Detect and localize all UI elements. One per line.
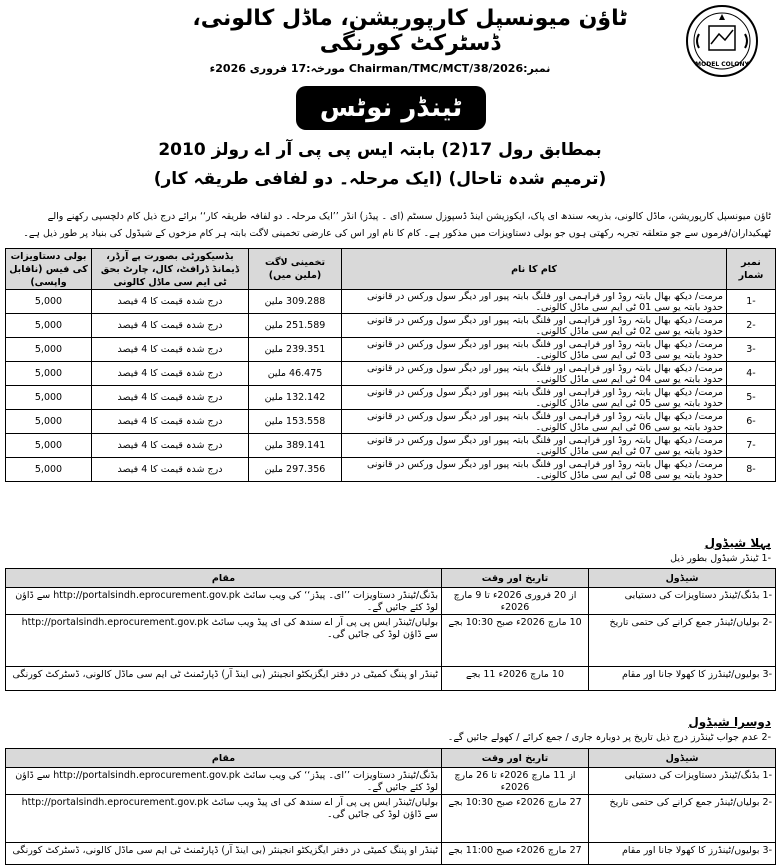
cell-datetime: 10 مارچ 2026ء صبح 10:30 بجے: [442, 615, 589, 667]
cell-serial: -1: [727, 290, 776, 314]
col-cost: تخمینی لاگت (ملین میں): [249, 249, 342, 290]
cell-cost: 309.288 ملین: [249, 290, 342, 314]
cell-cost: 251.589 ملین: [249, 314, 342, 338]
cell-schedule: -1 بڈنگ/ٹینڈر دستاویزات کی دستیابی: [589, 588, 776, 615]
schedule-row: [6, 588, 776, 615]
intro-paragraph: ٹاؤن میونسپل کارپوریشن، ماڈل کالونی، بذریعہ سندھ ای پاک، ایکوزیشن اینڈ ڈسپوزل سسٹم (ای ۔ پیڈز) انڈر ’’ایک مرحلہ۔ دو لفافہ طریقہ کار‘‘ برائے درج ذیل کام دلچسپی رکھنے والے ٹھیکیداران/فرموں سے جو متعلقہ تجربہ رکھتی ہوں جو بولی دستاویزات میں مذکور ہے۔ کام کا نام اور اس کی عارضی تخمینی لاگت بابتہ ہر کام مزخوں کے شیڈول کی بنیاد پر طور ذیل ہے۔: [23, 211, 771, 239]
col-work: کام کا نام: [342, 249, 727, 290]
table-row: [6, 410, 776, 434]
cell-security: درج شدہ قیمت کا 4 فیصد: [92, 434, 249, 458]
second-schedule-note: -2 عدم جواب ٹینڈرز درج ذیل تاریخ پر دوبارہ جاری / جمع کرائے / کھولے جائیں گے۔: [447, 732, 771, 743]
cell-place: بڈنگ/ٹینڈر دستاویزات ’’ای۔ پیڈز‘‘ کی ویب سائٹ http://portalsindh.eprocurement.gov.pk سے ڈاؤن لوڈ کئے جائیں گے۔: [6, 588, 442, 615]
cell-serial: -3: [727, 338, 776, 362]
cell-work: مرمت/ دیکھ بھال بابتہ روڈ اور فراہمی اور فلنگ بابتہ پیور اور دیگر سول ورکس در قانونی حدود بابتہ یو سی 01 ٹی ایم سی ماڈل کالونی۔: [342, 290, 727, 314]
cell-security: درج شدہ قیمت کا 4 فیصد: [92, 458, 249, 482]
first-schedule-body: [6, 588, 776, 691]
rule-method: (ترمیم شدہ تاحال) (ایک مرحلہ۔ دو لفافی طریقہ کار): [153, 169, 607, 189]
cell-fee: 5,000: [6, 410, 92, 434]
cell-cost: 46.475 ملین: [249, 362, 342, 386]
cell-security: درج شدہ قیمت کا 4 فیصد: [92, 290, 249, 314]
logo-text: MODEL COLONY: [695, 61, 749, 68]
sched1-col-schedule: شیڈول: [589, 569, 776, 588]
second-schedule-heading: دوسرا شیڈول: [688, 715, 771, 729]
cell-schedule: -3 بولیوں/ٹینڈرز کا کھولا جانا اور مقام: [589, 667, 776, 691]
cell-work: مرمت/ دیکھ بھال بابتہ روڈ اور فراہمی اور فلنگ بابتہ پیور اور دیگر سول ورکس در قانونی حدود بابتہ یو سی 06 ٹی ایم سی ماڈل کالونی۔: [342, 410, 727, 434]
page-title: ٹاؤن میونسپل کارپوریشن، ماڈل کالونی، ڈسٹرکٹ کورنگی: [192, 6, 628, 56]
cell-place: بولیاں/ٹینڈر ایس پی پی آر اے سندھ کی ای پیڈ ویب سائٹ http://portalsindh.eprocurement.gov.pk سے ڈاؤن لوڈ کی جائیں گی۔: [6, 795, 442, 843]
cell-work: مرمت/ دیکھ بھال بابتہ روڈ اور فراہمی اور فلنگ بابتہ پیور اور دیگر سول ورکس در قانونی حدود بابتہ یو سی 08 ٹی ایم سی ماڈل کالونی۔: [342, 458, 727, 482]
second-schedule-table: [5, 748, 776, 865]
sched1-col-place: مقام: [6, 569, 442, 588]
cell-security: درج شدہ قیمت کا 4 فیصد: [92, 362, 249, 386]
works-table-header: [6, 249, 776, 290]
reference-number: نمبر:Chairman/TMC/MCT/38/2026 مورخہ:17 فروری 2026ء: [209, 62, 551, 75]
cell-work: مرمت/ دیکھ بھال بابتہ روڈ اور فراہمی اور فلنگ بابتہ پیور اور دیگر سول ورکس در قانونی حدود بابتہ یو سی 03 ٹی ایم سی ماڈل کالونی۔: [342, 338, 727, 362]
schedule-row: [6, 615, 776, 667]
table-row: [6, 386, 776, 410]
cell-datetime: از 20 فروری 2026ء تا 9 مارچ 2026ء: [442, 588, 589, 615]
cell-cost: 297.356 ملین: [249, 458, 342, 482]
col-fee: بولی دستاویزات کی فیس (ناقابل واپسی): [6, 249, 92, 290]
cell-datetime: از 11 مارچ 2026ء تا 26 مارچ 2026ء: [442, 768, 589, 795]
rule-reference: بمطابق رول 17(2) بابتہ ایس پی پی آر اے رولز 2010: [158, 140, 602, 160]
schedule-row: [6, 768, 776, 795]
col-security: بڈسیکورٹی بصورت پے آرڈر، ڈیمانڈ ڈرافٹ، کال، چارٹ بحق ٹی ایم سی ماڈل کالونی: [92, 249, 249, 290]
cell-schedule: -2 بولیاں/ٹینڈر جمع کرانے کی حتمی تاریخ: [589, 795, 776, 843]
sched2-col-schedule: شیڈول: [589, 749, 776, 768]
cell-serial: -4: [727, 362, 776, 386]
cell-schedule: -2 بولیاں/ٹینڈر جمع کرانے کی حتمی تاریخ: [589, 615, 776, 667]
cell-serial: -5: [727, 386, 776, 410]
cell-fee: 5,000: [6, 314, 92, 338]
cell-work: مرمت/ دیکھ بھال بابتہ روڈ اور فراہمی اور فلنگ بابتہ پیور اور دیگر سول ورکس در قانونی حدود بابتہ یو سی 02 ٹی ایم سی ماڈل کالونی۔: [342, 314, 727, 338]
tmc-seal-logo: [685, 4, 759, 78]
first-schedule-table: [5, 568, 776, 691]
cell-schedule: -1 بڈنگ/ٹینڈر دستاویزات کی دستیابی: [589, 768, 776, 795]
cell-serial: -7: [727, 434, 776, 458]
first-schedule-note: -1 ٹینڈر شیڈول بطور ذیل: [670, 553, 771, 564]
cell-datetime: 27 مارچ 2026ء صبح 11:00 بجے: [442, 843, 589, 865]
cell-cost: 132.142 ملین: [249, 386, 342, 410]
schedule-row: [6, 667, 776, 691]
cell-place: بڈنگ/ٹینڈر دستاویزات ’’ای۔ پیڈز‘‘ کی ویب سائٹ http://portalsindh.eprocurement.gov.pk سے ڈاؤن لوڈ کئے جائیں گے۔: [6, 768, 442, 795]
cell-datetime: 10 مارچ 2026ء 11 بجے: [442, 667, 589, 691]
cell-fee: 5,000: [6, 458, 92, 482]
cell-serial: -8: [727, 458, 776, 482]
sched1-col-datetime: تاریخ اور وقت: [442, 569, 589, 588]
cell-place: بولیاں/ٹینڈر ایس پی پی آر اے سندھ کی ای پیڈ ویب سائٹ http://portalsindh.eprocurement.gov.pk سے ڈاؤن لوڈ کی جائیں گی۔: [6, 615, 442, 667]
cell-work: مرمت/ دیکھ بھال بابتہ روڈ اور فراہمی اور فلنگ بابتہ پیور اور دیگر سول ورکس در قانونی حدود بابتہ یو سی 07 ٹی ایم سی ماڈل کالونی۔: [342, 434, 727, 458]
cell-work: مرمت/ دیکھ بھال بابتہ روڈ اور فراہمی اور فلنگ بابتہ پیور اور دیگر سول ورکس در قانونی حدود بابتہ یو سی 04 ٹی ایم سی ماڈل کالونی۔: [342, 362, 727, 386]
col-serial: نمبر شمار: [727, 249, 776, 290]
sched2-col-place: مقام: [6, 749, 442, 768]
works-table: [5, 248, 776, 482]
cell-security: درج شدہ قیمت کا 4 فیصد: [92, 338, 249, 362]
cell-cost: 389.141 ملین: [249, 434, 342, 458]
cell-fee: 5,000: [6, 290, 92, 314]
schedule-row: [6, 795, 776, 843]
cell-security: درج شدہ قیمت کا 4 فیصد: [92, 314, 249, 338]
cell-fee: 5,000: [6, 434, 92, 458]
cell-security: درج شدہ قیمت کا 4 فیصد: [92, 410, 249, 434]
cell-fee: 5,000: [6, 362, 92, 386]
second-schedule-body: [6, 768, 776, 865]
table-row: [6, 458, 776, 482]
first-schedule-heading: پہلا شیڈول: [704, 536, 771, 550]
works-table-body: [6, 290, 776, 482]
sched2-col-datetime: تاریخ اور وقت: [442, 749, 589, 768]
cell-security: درج شدہ قیمت کا 4 فیصد: [92, 386, 249, 410]
table-row: [6, 362, 776, 386]
table-row: [6, 290, 776, 314]
cell-datetime: 27 مارچ 2026ء صبح 10:30 بجے: [442, 795, 589, 843]
cell-cost: 239.351 ملین: [249, 338, 342, 362]
schedule-row: [6, 843, 776, 865]
header: [0, 0, 781, 88]
cell-cost: 153.558 ملین: [249, 410, 342, 434]
cell-fee: 5,000: [6, 386, 92, 410]
tender-notice-banner: ٹینڈر نوٹس: [296, 86, 486, 130]
table-row: [6, 434, 776, 458]
cell-work: مرمت/ دیکھ بھال بابتہ روڈ اور فراہمی اور فلنگ بابتہ پیور اور دیگر سول ورکس در قانونی حدود بابتہ یو سی 05 ٹی ایم سی ماڈل کالونی۔: [342, 386, 727, 410]
table-row: [6, 338, 776, 362]
cell-schedule: -3 بولیوں/ٹینڈرز کا کھولا جانا اور مقام: [589, 843, 776, 865]
cell-place: ٹینڈر او پننگ کمیٹی در دفتر ایگزیکٹو انجینئر (بی اینڈ آر) ڈپارٹمنٹ ٹی ایم سی ماڈل کالونی، ڈسٹرکٹ کورنگی: [6, 843, 442, 865]
cell-fee: 5,000: [6, 338, 92, 362]
cell-place: ٹینڈر او پننگ کمیٹی در دفتر ایگزیکٹو انجینئر (بی اینڈ آر) ڈپارٹمنٹ ٹی ایم سی ماڈل کالونی، ڈسٹرکٹ کورنگی: [6, 667, 442, 691]
cell-serial: -2: [727, 314, 776, 338]
cell-serial: -6: [727, 410, 776, 434]
table-row: [6, 314, 776, 338]
